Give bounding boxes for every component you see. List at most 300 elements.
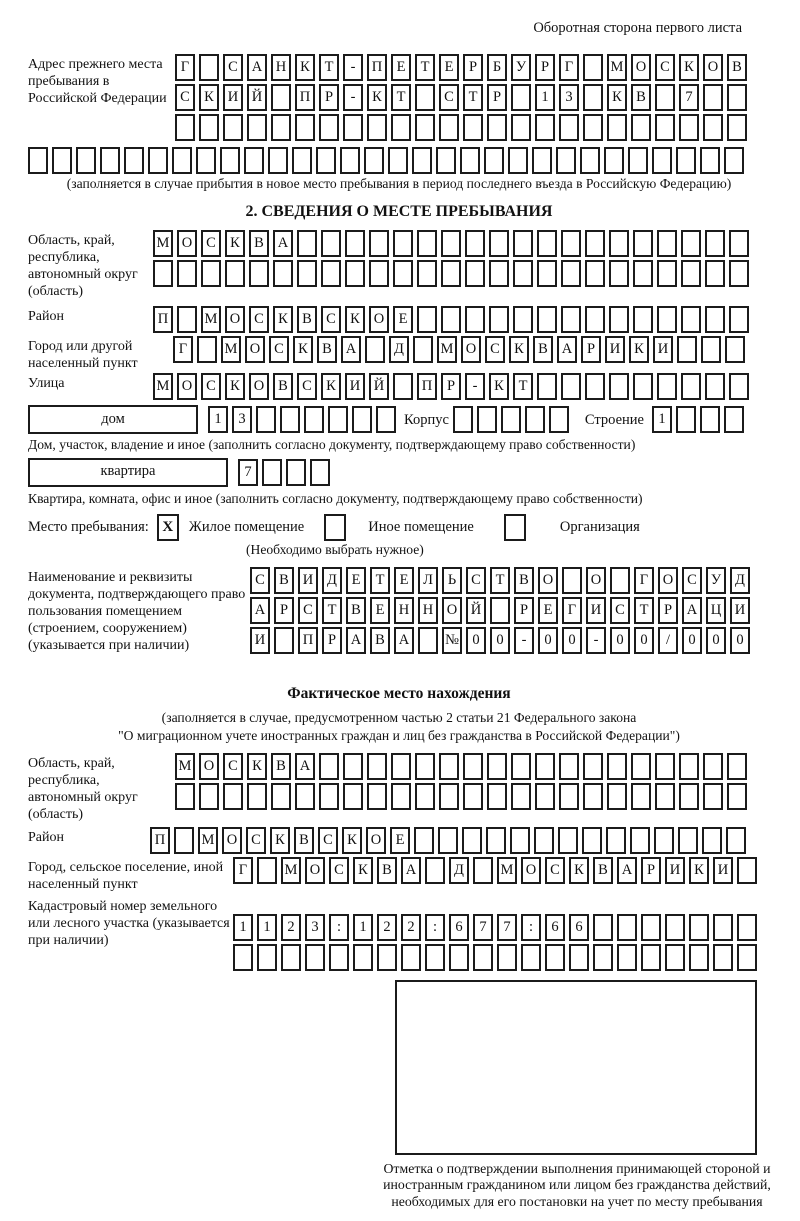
char-box[interactable] xyxy=(583,84,603,111)
char-box[interactable]: 0 xyxy=(682,627,702,654)
char-box[interactable] xyxy=(641,944,661,971)
char-box[interactable]: И xyxy=(586,597,606,624)
char-box[interactable]: Р xyxy=(319,84,339,111)
char-box[interactable]: 6 xyxy=(569,914,589,941)
char-box[interactable] xyxy=(703,114,723,141)
char-box[interactable]: Р xyxy=(274,597,294,624)
char-box[interactable] xyxy=(100,147,120,174)
char-box[interactable] xyxy=(175,783,195,810)
char-box[interactable]: К xyxy=(345,306,365,333)
char-box[interactable]: - xyxy=(343,84,363,111)
oblast-row-2[interactable] xyxy=(153,260,749,287)
char-box[interactable] xyxy=(199,114,219,141)
char-box[interactable] xyxy=(271,84,291,111)
char-box[interactable] xyxy=(537,260,557,287)
char-box[interactable] xyxy=(319,114,339,141)
char-box[interactable] xyxy=(679,114,699,141)
char-box[interactable]: О xyxy=(249,373,269,400)
char-box[interactable]: С xyxy=(439,84,459,111)
char-box[interactable]: О xyxy=(658,567,678,594)
char-box[interactable]: В xyxy=(514,567,534,594)
char-box[interactable] xyxy=(665,914,685,941)
char-box[interactable] xyxy=(681,373,701,400)
char-box[interactable]: Р xyxy=(658,597,678,624)
char-box[interactable]: А xyxy=(617,857,637,884)
char-box[interactable]: 0 xyxy=(610,627,630,654)
char-box[interactable]: Д xyxy=(449,857,469,884)
char-box[interactable]: Р xyxy=(463,54,483,81)
char-box[interactable] xyxy=(76,147,96,174)
char-box[interactable] xyxy=(393,230,413,257)
char-box[interactable] xyxy=(705,260,725,287)
char-box[interactable] xyxy=(609,306,629,333)
char-box[interactable]: Р xyxy=(535,54,555,81)
dom-number-cells[interactable] xyxy=(208,406,396,433)
char-box[interactable] xyxy=(257,944,277,971)
char-box[interactable] xyxy=(223,783,243,810)
char-box[interactable] xyxy=(677,336,697,363)
char-box[interactable]: - xyxy=(465,373,485,400)
char-box[interactable] xyxy=(453,406,473,433)
char-box[interactable] xyxy=(441,260,461,287)
char-box[interactable]: В xyxy=(249,230,269,257)
char-box[interactable]: У xyxy=(511,54,531,81)
char-box[interactable]: С xyxy=(466,567,486,594)
char-box[interactable] xyxy=(729,260,749,287)
char-box[interactable] xyxy=(511,783,531,810)
char-box[interactable] xyxy=(321,260,341,287)
char-box[interactable]: 0 xyxy=(634,627,654,654)
char-box[interactable]: С xyxy=(655,54,675,81)
char-box[interactable] xyxy=(415,114,435,141)
char-box[interactable] xyxy=(417,306,437,333)
char-box[interactable] xyxy=(513,306,533,333)
char-box[interactable] xyxy=(606,827,626,854)
char-box[interactable]: К xyxy=(367,84,387,111)
char-box[interactable] xyxy=(353,944,373,971)
char-box[interactable]: О xyxy=(703,54,723,81)
char-box[interactable]: И xyxy=(653,336,673,363)
char-box[interactable]: И xyxy=(298,567,318,594)
char-box[interactable]: Т xyxy=(415,54,435,81)
char-box[interactable]: О xyxy=(225,306,245,333)
char-box[interactable] xyxy=(633,230,653,257)
char-box[interactable]: Л xyxy=(418,567,438,594)
char-box[interactable] xyxy=(393,373,413,400)
char-box[interactable]: Й xyxy=(369,373,389,400)
char-box[interactable]: М xyxy=(437,336,457,363)
char-box[interactable]: К xyxy=(293,336,313,363)
char-box[interactable]: К xyxy=(342,827,362,854)
char-box[interactable] xyxy=(256,406,276,433)
char-box[interactable]: С xyxy=(298,597,318,624)
char-box[interactable] xyxy=(463,114,483,141)
char-box[interactable] xyxy=(418,627,438,654)
char-box[interactable] xyxy=(593,914,613,941)
char-box[interactable] xyxy=(655,114,675,141)
char-box[interactable]: Е xyxy=(346,567,366,594)
char-box[interactable] xyxy=(484,147,504,174)
char-box[interactable]: В xyxy=(294,827,314,854)
char-box[interactable] xyxy=(545,944,565,971)
char-box[interactable] xyxy=(417,230,437,257)
char-box[interactable]: Ц xyxy=(706,597,726,624)
char-box[interactable]: К xyxy=(247,753,267,780)
char-box[interactable]: Г xyxy=(233,857,253,884)
char-box[interactable] xyxy=(223,114,243,141)
char-box[interactable] xyxy=(153,260,173,287)
char-box[interactable]: № xyxy=(442,627,462,654)
char-box[interactable]: О xyxy=(369,306,389,333)
char-box[interactable] xyxy=(559,783,579,810)
char-box[interactable]: Г xyxy=(559,54,579,81)
fact-gorod-row[interactable] xyxy=(233,857,757,884)
char-box[interactable] xyxy=(676,406,696,433)
char-box[interactable] xyxy=(585,260,605,287)
char-box[interactable] xyxy=(292,147,312,174)
char-box[interactable] xyxy=(460,147,480,174)
char-box[interactable] xyxy=(280,406,300,433)
char-box[interactable]: А xyxy=(341,336,361,363)
char-box[interactable]: В xyxy=(346,597,366,624)
char-box[interactable] xyxy=(436,147,456,174)
char-box[interactable] xyxy=(583,753,603,780)
char-box[interactable] xyxy=(511,753,531,780)
char-box[interactable] xyxy=(225,260,245,287)
char-box[interactable] xyxy=(415,783,435,810)
doc-row-2[interactable] xyxy=(250,597,750,624)
char-box[interactable] xyxy=(197,336,217,363)
char-box[interactable]: П xyxy=(367,54,387,81)
char-box[interactable]: С xyxy=(545,857,565,884)
char-box[interactable] xyxy=(305,944,325,971)
char-box[interactable]: И xyxy=(713,857,733,884)
char-box[interactable] xyxy=(631,783,651,810)
char-box[interactable] xyxy=(199,54,219,81)
char-box[interactable] xyxy=(633,373,653,400)
char-box[interactable]: Е xyxy=(390,827,410,854)
char-box[interactable] xyxy=(561,260,581,287)
char-box[interactable]: С xyxy=(175,84,195,111)
char-box[interactable]: С xyxy=(223,753,243,780)
char-box[interactable]: М xyxy=(201,306,221,333)
char-box[interactable]: Т xyxy=(513,373,533,400)
char-box[interactable]: Е xyxy=(394,567,414,594)
char-box[interactable] xyxy=(583,54,603,81)
char-box[interactable]: 1 xyxy=(208,406,228,433)
char-box[interactable]: К xyxy=(607,84,627,111)
char-box[interactable]: 0 xyxy=(730,627,750,654)
char-box[interactable] xyxy=(439,114,459,141)
doc-row-3[interactable] xyxy=(250,627,750,654)
char-box[interactable] xyxy=(631,114,651,141)
char-box[interactable] xyxy=(487,783,507,810)
char-box[interactable] xyxy=(607,783,627,810)
char-box[interactable]: : xyxy=(329,914,349,941)
char-box[interactable] xyxy=(271,114,291,141)
char-box[interactable]: Р xyxy=(441,373,461,400)
char-box[interactable]: П xyxy=(153,306,173,333)
char-box[interactable] xyxy=(175,114,195,141)
doc-row-1[interactable] xyxy=(250,567,750,594)
char-box[interactable] xyxy=(713,944,733,971)
char-box[interactable] xyxy=(377,944,397,971)
char-box[interactable] xyxy=(737,944,757,971)
ulitsa-row[interactable] xyxy=(153,373,749,400)
char-box[interactable]: Е xyxy=(538,597,558,624)
char-box[interactable] xyxy=(340,147,360,174)
char-box[interactable]: К xyxy=(629,336,649,363)
char-box[interactable]: А xyxy=(682,597,702,624)
char-box[interactable]: В xyxy=(370,627,390,654)
char-box[interactable] xyxy=(391,783,411,810)
char-box[interactable] xyxy=(556,147,576,174)
char-box[interactable]: 1 xyxy=(233,914,253,941)
char-box[interactable]: А xyxy=(401,857,421,884)
char-box[interactable] xyxy=(558,827,578,854)
char-box[interactable] xyxy=(641,914,661,941)
kadastr-row-2[interactable] xyxy=(233,944,757,971)
char-box[interactable] xyxy=(532,147,552,174)
char-box[interactable] xyxy=(703,753,723,780)
char-box[interactable]: Ь xyxy=(442,567,462,594)
char-box[interactable] xyxy=(415,753,435,780)
char-box[interactable]: О xyxy=(177,230,197,257)
char-box[interactable] xyxy=(657,230,677,257)
char-box[interactable] xyxy=(593,944,613,971)
char-box[interactable] xyxy=(607,114,627,141)
char-box[interactable] xyxy=(462,827,482,854)
char-box[interactable] xyxy=(489,230,509,257)
char-box[interactable]: О xyxy=(442,597,462,624)
char-box[interactable]: И xyxy=(223,84,243,111)
char-box[interactable] xyxy=(583,783,603,810)
char-box[interactable] xyxy=(414,827,434,854)
char-box[interactable] xyxy=(549,406,569,433)
char-box[interactable] xyxy=(177,306,197,333)
char-box[interactable] xyxy=(328,406,348,433)
char-box[interactable] xyxy=(559,753,579,780)
char-box[interactable]: К xyxy=(489,373,509,400)
char-box[interactable] xyxy=(465,306,485,333)
char-box[interactable]: К xyxy=(679,54,699,81)
char-box[interactable] xyxy=(724,147,744,174)
char-box[interactable] xyxy=(700,147,720,174)
kvartira-cells[interactable] xyxy=(238,459,330,486)
char-box[interactable]: О xyxy=(305,857,325,884)
char-box[interactable] xyxy=(316,147,336,174)
char-box[interactable]: С xyxy=(249,306,269,333)
char-box[interactable] xyxy=(473,944,493,971)
char-box[interactable]: 3 xyxy=(232,406,252,433)
char-box[interactable]: 2 xyxy=(401,914,421,941)
char-box[interactable]: Д xyxy=(730,567,750,594)
char-box[interactable] xyxy=(486,827,506,854)
char-box[interactable]: О xyxy=(586,567,606,594)
char-box[interactable] xyxy=(655,84,675,111)
char-box[interactable]: Е xyxy=(439,54,459,81)
char-box[interactable]: А xyxy=(295,753,315,780)
char-box[interactable] xyxy=(148,147,168,174)
char-box[interactable] xyxy=(676,147,696,174)
char-box[interactable]: О xyxy=(521,857,541,884)
char-box[interactable] xyxy=(28,147,48,174)
char-box[interactable] xyxy=(681,306,701,333)
char-box[interactable]: М xyxy=(153,373,173,400)
char-box[interactable] xyxy=(174,827,194,854)
char-box[interactable] xyxy=(610,567,630,594)
char-box[interactable] xyxy=(609,230,629,257)
char-box[interactable]: К xyxy=(569,857,589,884)
char-box[interactable]: П xyxy=(417,373,437,400)
char-box[interactable]: А xyxy=(250,597,270,624)
fact-raion-row[interactable] xyxy=(150,827,746,854)
char-box[interactable] xyxy=(487,753,507,780)
char-box[interactable] xyxy=(465,260,485,287)
char-box[interactable] xyxy=(364,147,384,174)
char-box[interactable] xyxy=(497,944,517,971)
char-box[interactable]: - xyxy=(586,627,606,654)
kadastr-row-1[interactable] xyxy=(233,914,757,941)
char-box[interactable] xyxy=(369,230,389,257)
char-box[interactable] xyxy=(286,459,306,486)
char-box[interactable]: Т xyxy=(634,597,654,624)
char-box[interactable]: М xyxy=(198,827,218,854)
char-box[interactable] xyxy=(295,783,315,810)
char-box[interactable] xyxy=(345,260,365,287)
char-box[interactable]: А xyxy=(394,627,414,654)
char-box[interactable]: А xyxy=(273,230,293,257)
char-box[interactable]: 0 xyxy=(490,627,510,654)
char-box[interactable] xyxy=(630,827,650,854)
prev-address-row-2[interactable] xyxy=(175,84,747,111)
char-box[interactable]: О xyxy=(245,336,265,363)
char-box[interactable] xyxy=(737,857,757,884)
char-box[interactable] xyxy=(652,147,672,174)
char-box[interactable]: М xyxy=(221,336,241,363)
char-box[interactable]: И xyxy=(605,336,625,363)
char-box[interactable]: / xyxy=(658,627,678,654)
char-box[interactable] xyxy=(582,827,602,854)
char-box[interactable] xyxy=(343,114,363,141)
char-box[interactable] xyxy=(391,114,411,141)
char-box[interactable]: В xyxy=(727,54,747,81)
char-box[interactable]: К xyxy=(225,230,245,257)
char-box[interactable] xyxy=(489,306,509,333)
char-box[interactable] xyxy=(439,783,459,810)
char-box[interactable]: : xyxy=(521,914,541,941)
char-box[interactable]: В xyxy=(274,567,294,594)
char-box[interactable] xyxy=(729,373,749,400)
char-box[interactable] xyxy=(463,783,483,810)
char-box[interactable]: О xyxy=(631,54,651,81)
char-box[interactable] xyxy=(513,260,533,287)
char-box[interactable]: 0 xyxy=(562,627,582,654)
char-box[interactable]: С xyxy=(297,373,317,400)
char-box[interactable] xyxy=(681,260,701,287)
char-box[interactable]: И xyxy=(250,627,270,654)
char-box[interactable] xyxy=(417,260,437,287)
char-box[interactable] xyxy=(657,260,677,287)
char-box[interactable] xyxy=(657,373,677,400)
char-box[interactable]: М xyxy=(607,54,627,81)
char-box[interactable]: Д xyxy=(322,567,342,594)
char-box[interactable] xyxy=(271,783,291,810)
char-box[interactable]: 1 xyxy=(652,406,672,433)
char-box[interactable] xyxy=(281,944,301,971)
char-box[interactable] xyxy=(415,84,435,111)
char-box[interactable] xyxy=(609,373,629,400)
char-box[interactable]: Й xyxy=(466,597,486,624)
prev-address-row-1[interactable] xyxy=(175,54,747,81)
char-box[interactable] xyxy=(369,260,389,287)
char-box[interactable]: К xyxy=(273,306,293,333)
char-box[interactable]: К xyxy=(199,84,219,111)
char-box[interactable] xyxy=(679,753,699,780)
char-box[interactable]: К xyxy=(689,857,709,884)
char-box[interactable] xyxy=(489,260,509,287)
char-box[interactable]: Г xyxy=(562,597,582,624)
char-box[interactable]: И xyxy=(345,373,365,400)
char-box[interactable] xyxy=(703,84,723,111)
char-box[interactable] xyxy=(345,230,365,257)
char-box[interactable] xyxy=(607,753,627,780)
char-box[interactable] xyxy=(425,944,445,971)
char-box[interactable] xyxy=(220,147,240,174)
char-box[interactable] xyxy=(705,373,725,400)
char-box[interactable] xyxy=(465,230,485,257)
char-box[interactable]: К xyxy=(295,54,315,81)
char-box[interactable]: Т xyxy=(319,54,339,81)
char-box[interactable] xyxy=(441,306,461,333)
char-box[interactable]: У xyxy=(706,567,726,594)
char-box[interactable]: Т xyxy=(490,567,510,594)
char-box[interactable]: Р xyxy=(322,627,342,654)
char-box[interactable]: Г xyxy=(175,54,195,81)
char-box[interactable] xyxy=(727,753,747,780)
char-box[interactable]: О xyxy=(461,336,481,363)
char-box[interactable] xyxy=(559,114,579,141)
char-box[interactable]: Т xyxy=(370,567,390,594)
char-box[interactable] xyxy=(413,336,433,363)
char-box[interactable] xyxy=(196,147,216,174)
char-box[interactable] xyxy=(537,230,557,257)
char-box[interactable] xyxy=(561,373,581,400)
char-box[interactable] xyxy=(310,459,330,486)
char-box[interactable] xyxy=(297,230,317,257)
gorod-row[interactable] xyxy=(173,336,745,363)
char-box[interactable]: В xyxy=(273,373,293,400)
char-box[interactable] xyxy=(628,147,648,174)
char-box[interactable]: - xyxy=(514,627,534,654)
char-box[interactable]: Н xyxy=(394,597,414,624)
char-box[interactable] xyxy=(737,914,757,941)
char-box[interactable] xyxy=(535,783,555,810)
char-box[interactable]: Д xyxy=(389,336,409,363)
char-box[interactable]: 1 xyxy=(257,914,277,941)
char-box[interactable] xyxy=(580,147,600,174)
char-box[interactable] xyxy=(473,857,493,884)
char-box[interactable]: Р xyxy=(514,597,534,624)
char-box[interactable] xyxy=(319,783,339,810)
char-box[interactable]: П xyxy=(150,827,170,854)
char-box[interactable]: В xyxy=(297,306,317,333)
char-box[interactable]: С xyxy=(246,827,266,854)
char-box[interactable]: 0 xyxy=(538,627,558,654)
char-box[interactable] xyxy=(247,114,267,141)
char-box[interactable] xyxy=(729,306,749,333)
char-box[interactable] xyxy=(124,147,144,174)
